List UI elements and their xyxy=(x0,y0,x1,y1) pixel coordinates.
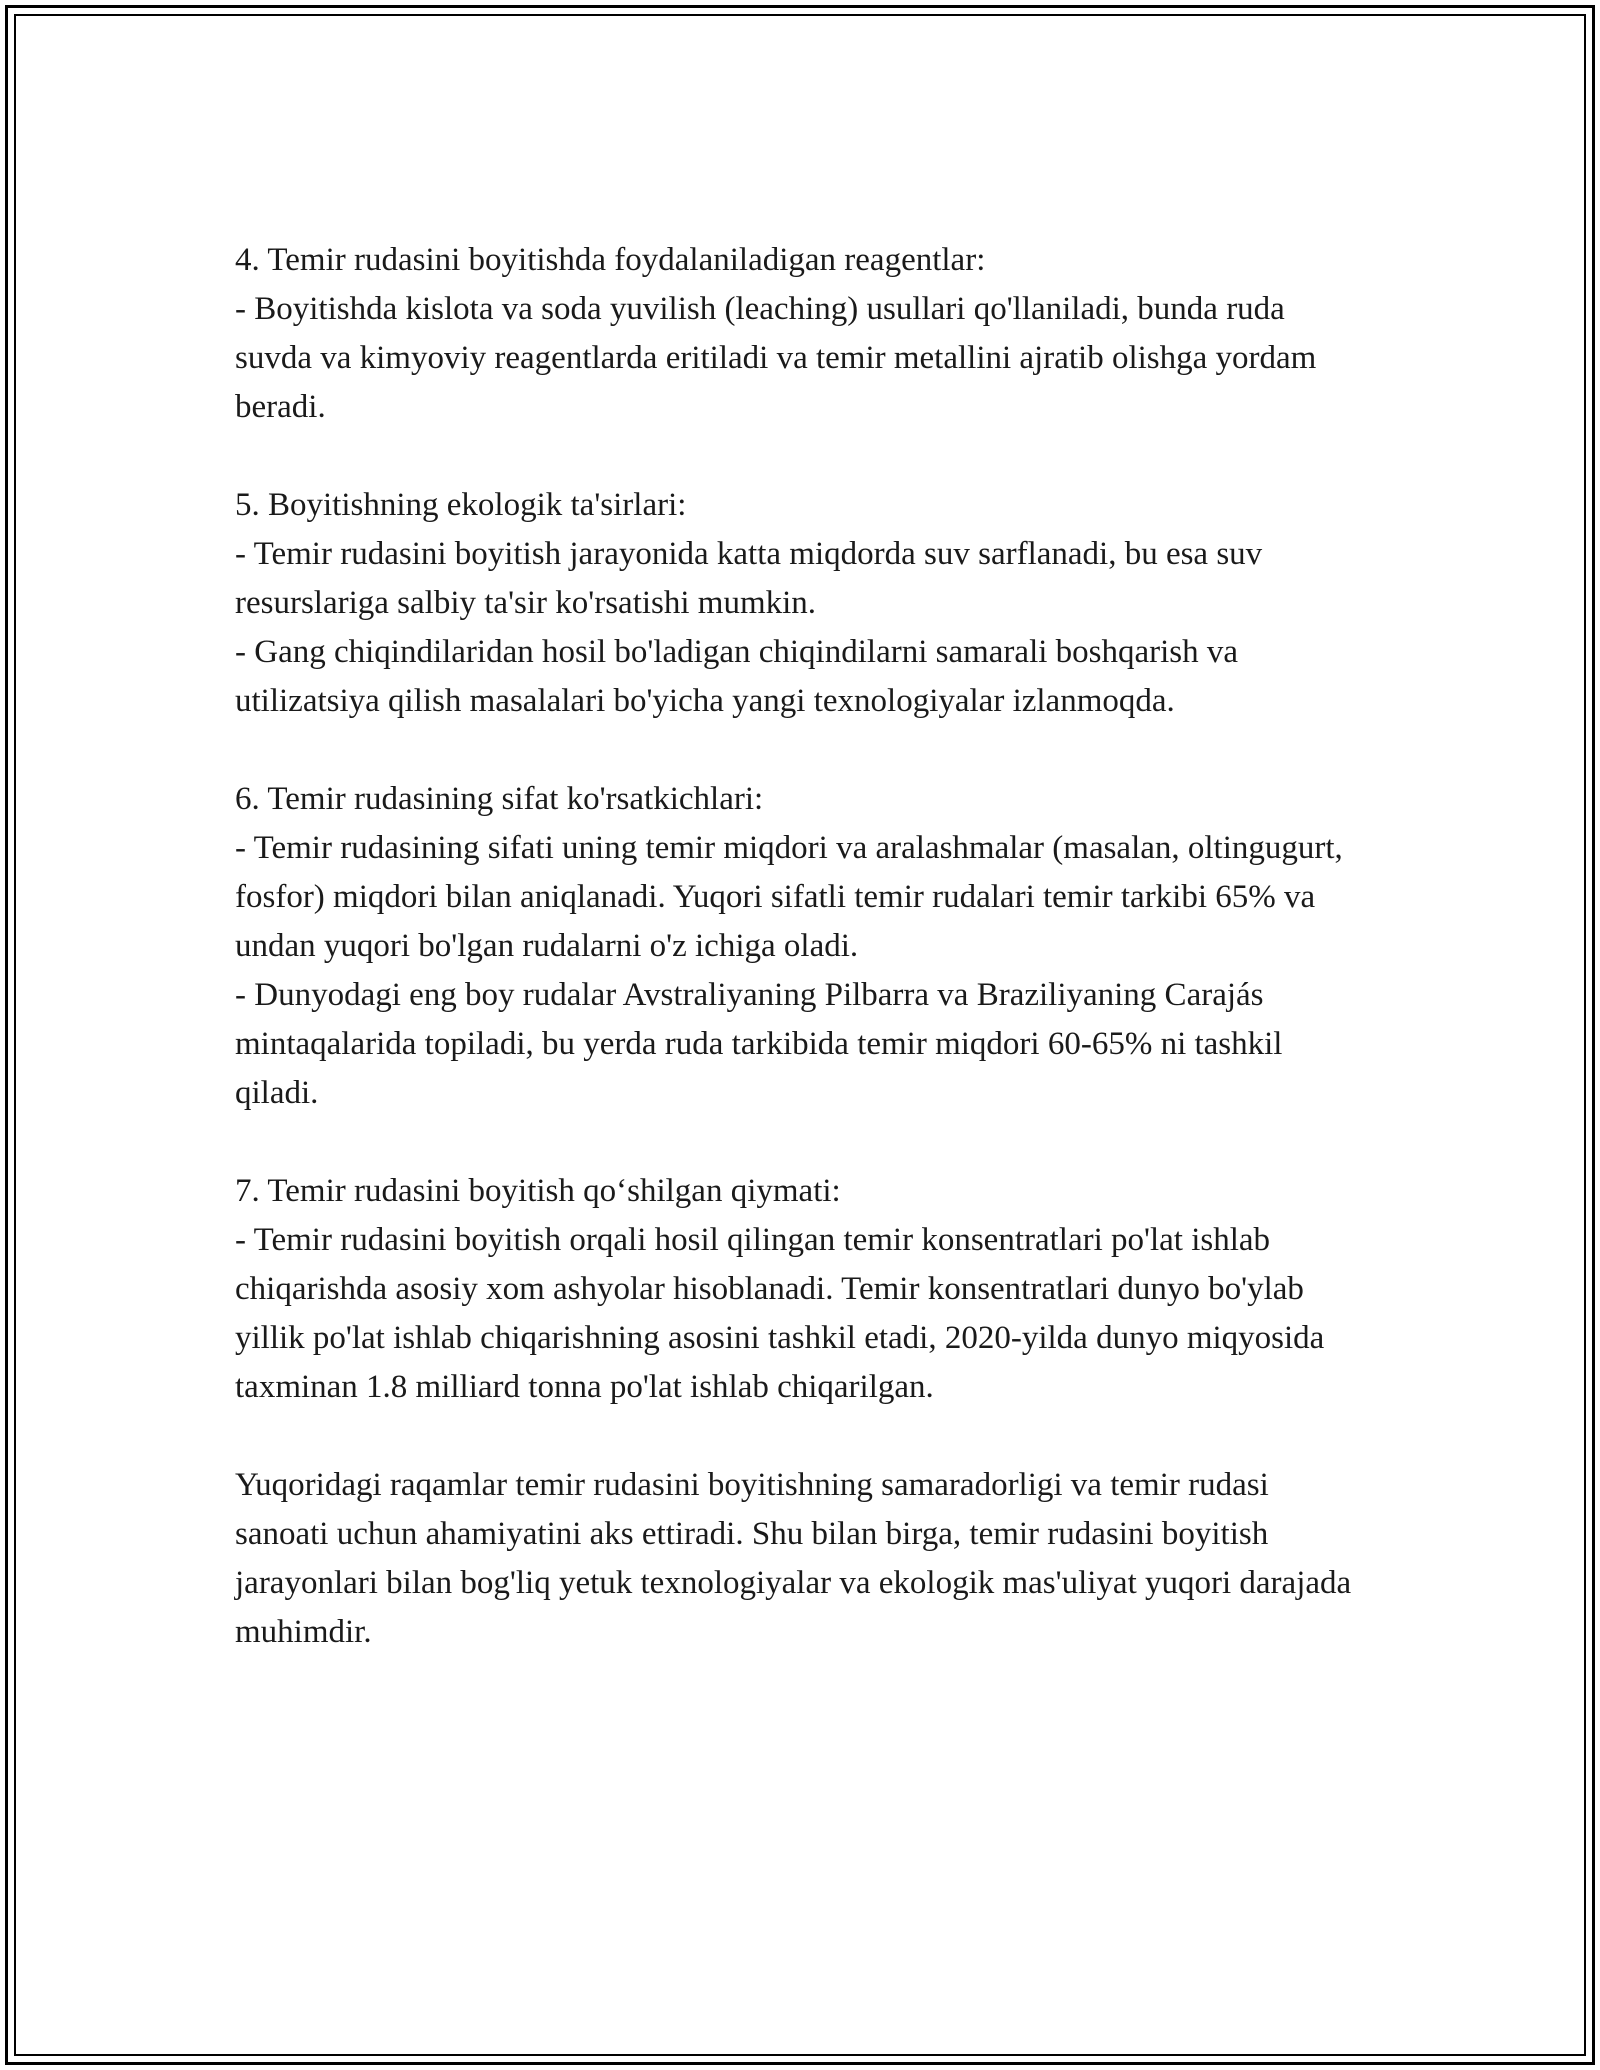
section-heading: 7. Temir rudasini boyitish qo‘shilgan qiymati: xyxy=(235,1173,841,1209)
section-bullet: - Temir rudasini boyitish jarayonida katta miqdorda suv sarflanadi, bu esa suv resurslariga salbiy ta'sir ko'rsatishi mumkin. xyxy=(235,536,1263,621)
section-closing xyxy=(235,1461,1370,1657)
section-bullet: - Gang chiqindilaridan hosil bo'ladigan chiqindilarni samarali boshqarish va utilizatsiya qilish masalalari bo'yicha yangi texnologiyalar izlanmoqda. xyxy=(235,634,1239,719)
section-bullet: - Temir rudasining sifati uning temir miqdori va aralashmalar (masalan, oltingugurt, fosfor) miqdori bilan aniqlanadi. Yuqori sifatli temir rudalari temir tarkibi 65% va undan yuqori bo'lgan rudalarni o'z ichiga oladi. xyxy=(235,830,1343,964)
document-body xyxy=(235,236,1370,1706)
section-bullet: - Dunyodagi eng boy rudalar Avstraliyaning Pilbarra va Braziliyaning Carajás mintaqalarida topiladi, bu yerda ruda tarkibida temir miqdori 60-65% ni tashkil qiladi. xyxy=(235,977,1283,1111)
section-heading: 6. Temir rudasining sifat ko'rsatkichlari: xyxy=(235,781,764,817)
section-ecological-effects xyxy=(235,481,1370,726)
section-reagents xyxy=(235,236,1370,432)
section-heading: 4. Temir rudasini boyitishda foydalaniladigan reagentlar: xyxy=(235,242,986,278)
section-bullet: - Temir rudasini boyitish orqali hosil qilingan temir konsentratlari po'lat ishlab chiqarishda asosiy xom ashyolar hisoblanadi. Temir konsentratlari dunyo bo'ylab yillik po'lat ishlab chiqarishning asosini tashkil etadi, 2020-yilda dunyo miqyosida taxminan 1.8 milliard tonna po'lat ishlab chiqarilgan. xyxy=(235,1222,1325,1405)
closing-paragraph: Yuqoridagi raqamlar temir rudasini boyitishning samaradorligi va temir rudasi sanoati uchun ahamiyatini aks ettiradi. Shu bilan birga, temir rudasini boyitish jarayonlari bilan bog'liq yetuk texnologiyalar va ekologik mas'uliyat yuqori darajada muhimdir. xyxy=(235,1467,1352,1650)
section-heading: 5. Boyitishning ekologik ta'sirlari: xyxy=(235,487,687,523)
section-quality-indicators xyxy=(235,775,1370,1118)
section-added-value xyxy=(235,1167,1370,1412)
section-bullet: - Boyitishda kislota va soda yuvilish (leaching) usullari qo'llaniladi, bunda ruda suvda va kimyoviy reagentlarda eritiladi va temir metallini ajratib olishga yordam beradi. xyxy=(235,291,1317,425)
